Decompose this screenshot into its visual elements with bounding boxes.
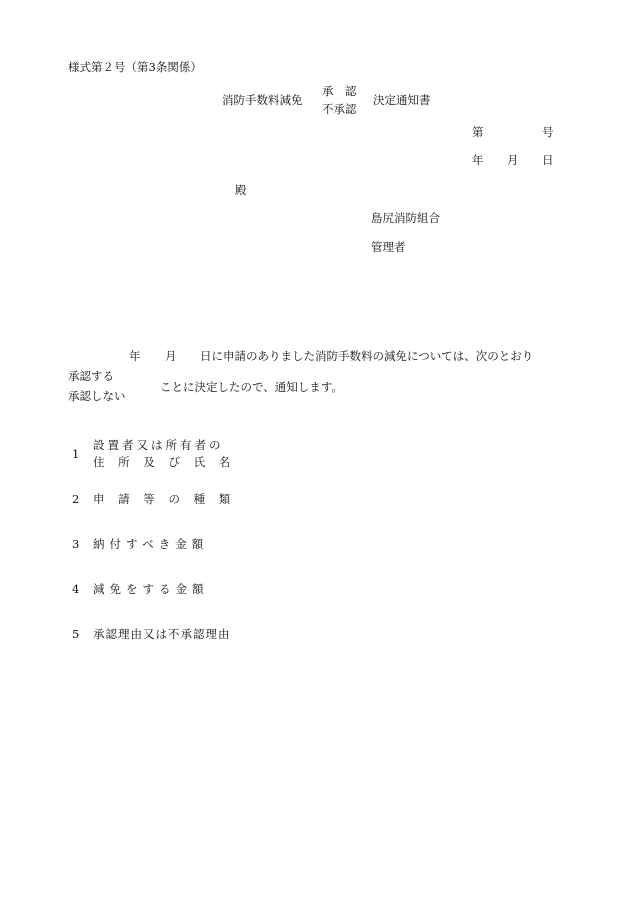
date-year: 年 [472, 153, 484, 167]
addressee-suffix: 殿 [235, 183, 247, 197]
form-number: 様式第２号（第3条関係） [68, 60, 202, 74]
item-number: 2 [72, 492, 80, 506]
item-number: 4 [72, 582, 80, 596]
item-label-line2: 住 所 及 び 氏 名 [93, 455, 236, 469]
item-label: 申 請 等 の 種 類 [93, 492, 236, 506]
title-prefix: 消防手数料減免 [222, 93, 303, 107]
doc-number-dai: 第 [472, 125, 484, 139]
body-year: 年 [129, 349, 141, 363]
body-approve: 承認する [68, 369, 114, 383]
title-suffix: 決定通知書 [373, 93, 431, 107]
item-number: 3 [72, 537, 80, 551]
item-number: 5 [72, 627, 80, 641]
title-approve: 承 認 [322, 84, 357, 98]
item-number: 1 [72, 447, 80, 461]
issuer-role: 管理者 [371, 240, 406, 254]
doc-number-go: 号 [542, 125, 554, 139]
item-label: 承認理由又は不承認理由 [93, 627, 231, 641]
date-day: 日 [542, 153, 554, 167]
body-disapprove: 承認しない [68, 389, 126, 403]
body-month: 月 [165, 349, 177, 363]
body-line2: ことに決定したので、通知します。 [160, 380, 343, 394]
date-month: 月 [507, 153, 519, 167]
item-label-line1: 設置者又は所有者の [93, 438, 224, 452]
issuer-org: 島尻消防組合 [371, 211, 440, 225]
body-line1: 日に申請のありました消防手数料の減免については、次のとおり [200, 349, 534, 363]
title-disapprove: 不承認 [322, 102, 357, 116]
item-label: 納付すべき金額 [93, 537, 209, 551]
item-label: 減免をする金額 [93, 582, 209, 596]
